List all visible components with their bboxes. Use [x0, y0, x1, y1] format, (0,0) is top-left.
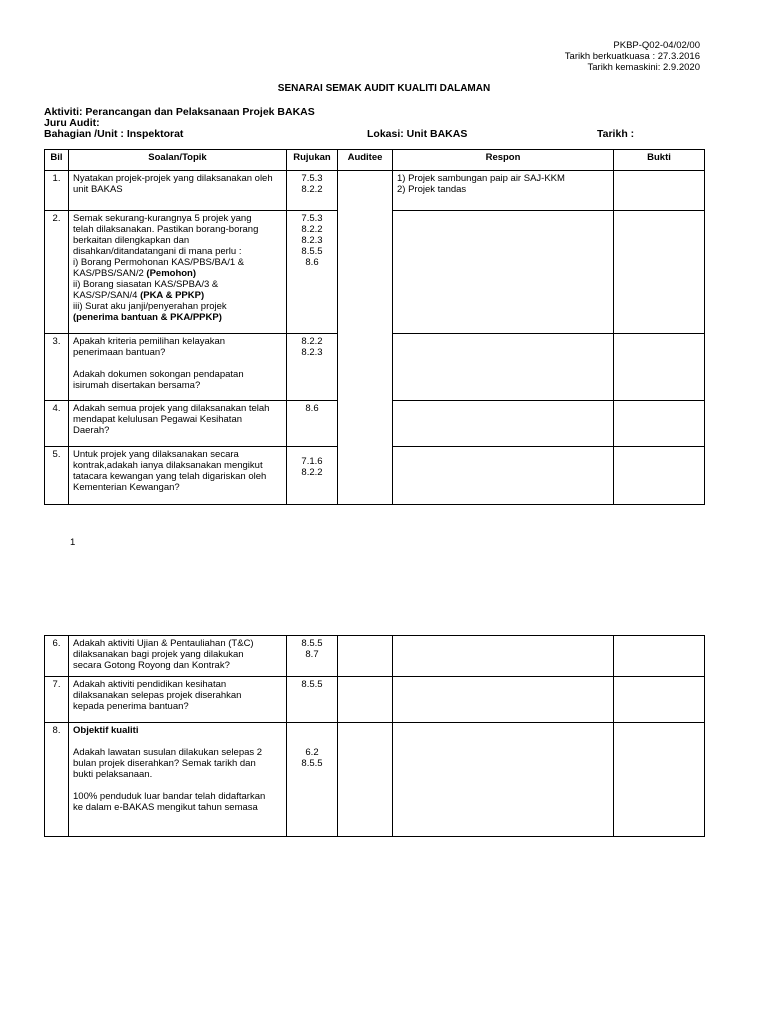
page-number: 1	[70, 537, 76, 548]
cell-bukti[interactable]	[614, 211, 705, 334]
effective-date: Tarikh berkuatkuasa : 27.3.2016	[564, 51, 700, 62]
soalan-line: bukti pelaksanaan.	[73, 769, 153, 780]
soalan-line: Adakah semua projek yang dilaksanakan telah	[73, 403, 270, 414]
table-row	[45, 723, 705, 837]
soalan-line: Daerah?	[73, 425, 110, 436]
soalan-line: Adakah dokumen sokongan pendapatan	[73, 369, 244, 380]
cell-soalan	[69, 677, 287, 723]
table-row	[45, 171, 705, 211]
cell-bil: 5.	[45, 447, 69, 505]
meta-juru-audit: Juru Audit:	[44, 117, 100, 129]
cell-bukti[interactable]	[614, 636, 705, 677]
col-header-respon: Respon	[393, 150, 614, 171]
rujukan-line: 8.7	[305, 649, 319, 660]
col-header-rujukan: Rujukan	[287, 150, 338, 171]
rujukan-line: 8.5.5	[301, 638, 323, 649]
rujukan-line: 8.5.5	[301, 758, 323, 769]
rujukan-line: 7.1.6	[301, 456, 323, 467]
cell-respon[interactable]	[393, 171, 614, 211]
soalan-line: Apakah kriteria pemilihan kelayakan	[73, 336, 226, 347]
rujukan-line: 8.2.2	[301, 224, 323, 235]
form-code: KAS/SP/SAN/4	[73, 290, 138, 301]
cell-bukti[interactable]	[614, 723, 705, 837]
role-label: (PKA & PPKP)	[140, 290, 205, 301]
rujukan-line: 8.5.5	[301, 679, 323, 690]
cell-rujukan	[287, 401, 338, 447]
soalan-line: telah dilaksanakan. Pastikan borang-borang	[73, 224, 259, 235]
soalan-line: kepada penerima bantuan?	[73, 701, 189, 712]
cell-auditee[interactable]	[338, 723, 393, 837]
soalan-line: Adakah lawatan susulan dilakukan selepas 2	[73, 747, 263, 758]
cell-bukti[interactable]	[614, 334, 705, 401]
page-title: SENARAI SEMAK AUDIT KUALITI DALAMAN	[277, 83, 491, 94]
document-reference	[565, 40, 700, 73]
soalan-line: bulan projek diserahkan? Semak tarikh dan	[73, 758, 256, 769]
soalan-line: iii) Surat aku janji/penyerahan projek	[73, 301, 227, 312]
cell-rujukan	[287, 723, 338, 837]
respon-line: 1) Projek sambungan paip air SAJ-KKM	[397, 173, 565, 184]
meta-aktiviti: Aktiviti: Perancangan dan Pelaksanaan Projek BAKAS	[44, 106, 315, 118]
cell-bil: 7.	[45, 677, 69, 723]
soalan-line: disahkan/ditandatangani di mana perlu :	[73, 246, 242, 257]
rujukan-line: 8.2.2	[301, 467, 323, 478]
soalan-line: dilaksanakan bagi projek yang dilakukan	[73, 649, 244, 660]
soalan-line: Adakah aktiviti Ujian & Pentauliahan (T&C)	[73, 638, 254, 649]
soalan-line: secara Gotong Royong dan Kontrak?	[73, 660, 230, 671]
rujukan-line: 7.5.3	[301, 173, 323, 184]
table-row	[45, 677, 705, 723]
cell-soalan	[69, 636, 287, 677]
cell-rujukan	[287, 211, 338, 334]
rujukan-line: 8.5.5	[301, 246, 323, 257]
document-code: PKBP-Q02-04/02/00	[613, 40, 700, 51]
cell-rujukan	[287, 334, 338, 401]
soalan-line: Adakah aktiviti pendidikan kesihatan	[73, 679, 227, 690]
soalan-line: Untuk projek yang dilaksanakan secara	[73, 449, 239, 460]
table-row	[45, 636, 705, 677]
cell-respon[interactable]	[393, 447, 614, 505]
rujukan-line: 6.2	[305, 747, 319, 758]
rujukan-line: 8.2.3	[301, 235, 323, 246]
soalan-line: Nyatakan projek-projek yang dilaksanakan oleh	[73, 173, 273, 184]
cell-rujukan	[287, 447, 338, 505]
col-header-bukti: Bukti	[614, 150, 705, 171]
cell-rujukan	[287, 677, 338, 723]
soalan-line: kontrak,adakah ianya dilaksanakan mengikut	[73, 460, 263, 471]
cell-soalan	[69, 401, 287, 447]
cell-bil: 8.	[45, 723, 69, 837]
rujukan-line: 8.2.2	[301, 184, 323, 195]
col-header-soalan: Soalan/Topik	[69, 150, 287, 171]
cell-soalan	[69, 447, 287, 505]
cell-bil: 1.	[45, 171, 69, 211]
col-header-auditee: Auditee	[338, 150, 393, 171]
cell-soalan	[69, 723, 287, 837]
soalan-line: penerimaan bantuan?	[73, 347, 166, 358]
cell-bil: 4.	[45, 401, 69, 447]
cell-respon[interactable]	[393, 401, 614, 447]
cell-bil: 3.	[45, 334, 69, 401]
cell-rujukan	[287, 636, 338, 677]
cell-bukti[interactable]	[614, 401, 705, 447]
soalan-line	[73, 268, 282, 279]
checklist-table-page-1	[44, 149, 705, 505]
cell-auditee[interactable]	[338, 636, 393, 677]
soalan-line: unit BAKAS	[73, 184, 123, 195]
soalan-line: ii) Borang siasatan KAS/SPBA/3 &	[73, 279, 219, 290]
soalan-line: tatacara kewangan yang telah digariskan oleh	[73, 471, 267, 482]
updated-date: Tarikh kemaskini: 2.9.2020	[587, 62, 700, 73]
table-header-row	[45, 150, 705, 171]
cell-rujukan	[287, 171, 338, 211]
meta-bahagian: Bahagian /Unit : Inspektorat	[44, 128, 184, 140]
cell-bil: 6.	[45, 636, 69, 677]
meta-lokasi: Lokasi: Unit BAKAS	[367, 128, 468, 140]
soalan-line: Kementerian Kewangan?	[73, 482, 180, 493]
form-code: KAS/PBS/SAN/2	[73, 268, 144, 279]
cell-respon[interactable]	[393, 677, 614, 723]
cell-soalan	[69, 171, 287, 211]
rujukan-line: 8.6	[305, 257, 319, 268]
soalan-heading: Objektif kualiti	[73, 725, 139, 736]
cell-auditee[interactable]	[338, 171, 393, 505]
soalan-line: Semak sekurang-kurangnya 5 projek yang	[73, 213, 252, 224]
col-header-bil: Bil	[45, 150, 69, 171]
cell-respon[interactable]	[393, 723, 614, 837]
soalan-line: dilaksanakan selepas projek diserahkan	[73, 690, 242, 701]
respon-line: 2) Projek tandas	[397, 184, 467, 195]
cell-bukti[interactable]	[614, 677, 705, 723]
cell-soalan	[69, 211, 287, 334]
rujukan-line: 8.2.2	[301, 336, 323, 347]
role-label: (Pemohon)	[146, 268, 197, 279]
soalan-line: berkaitan dilengkapkan dan	[73, 235, 190, 246]
rujukan-line: 7.5.3	[301, 213, 323, 224]
rujukan-line: 8.6	[305, 403, 319, 414]
cell-respon[interactable]	[393, 334, 614, 401]
cell-bukti[interactable]	[614, 447, 705, 505]
cell-bil: 2.	[45, 211, 69, 334]
cell-respon[interactable]	[393, 636, 614, 677]
soalan-line: (penerima bantuan & PKA/PPKP)	[73, 312, 222, 323]
soalan-line: i) Borang Permohonan KAS/PBS/BA/1 &	[73, 257, 245, 268]
meta-tarikh: Tarikh :	[597, 128, 635, 140]
rujukan-line: 8.2.3	[301, 347, 323, 358]
cell-auditee[interactable]	[338, 677, 393, 723]
cell-bukti[interactable]	[614, 171, 705, 211]
checklist-table-page-2	[44, 635, 705, 837]
cell-respon[interactable]	[393, 211, 614, 334]
soalan-line	[73, 290, 282, 301]
soalan-line: isirumah disertakan bersama?	[73, 380, 201, 391]
cell-soalan	[69, 334, 287, 401]
soalan-line: 100% penduduk luar bandar telah didaftarkan	[73, 791, 266, 802]
soalan-line: mendapat kelulusan Pegawai Kesihatan	[73, 414, 243, 425]
soalan-line: ke dalam e-BAKAS mengikut tahun semasa	[73, 802, 258, 813]
